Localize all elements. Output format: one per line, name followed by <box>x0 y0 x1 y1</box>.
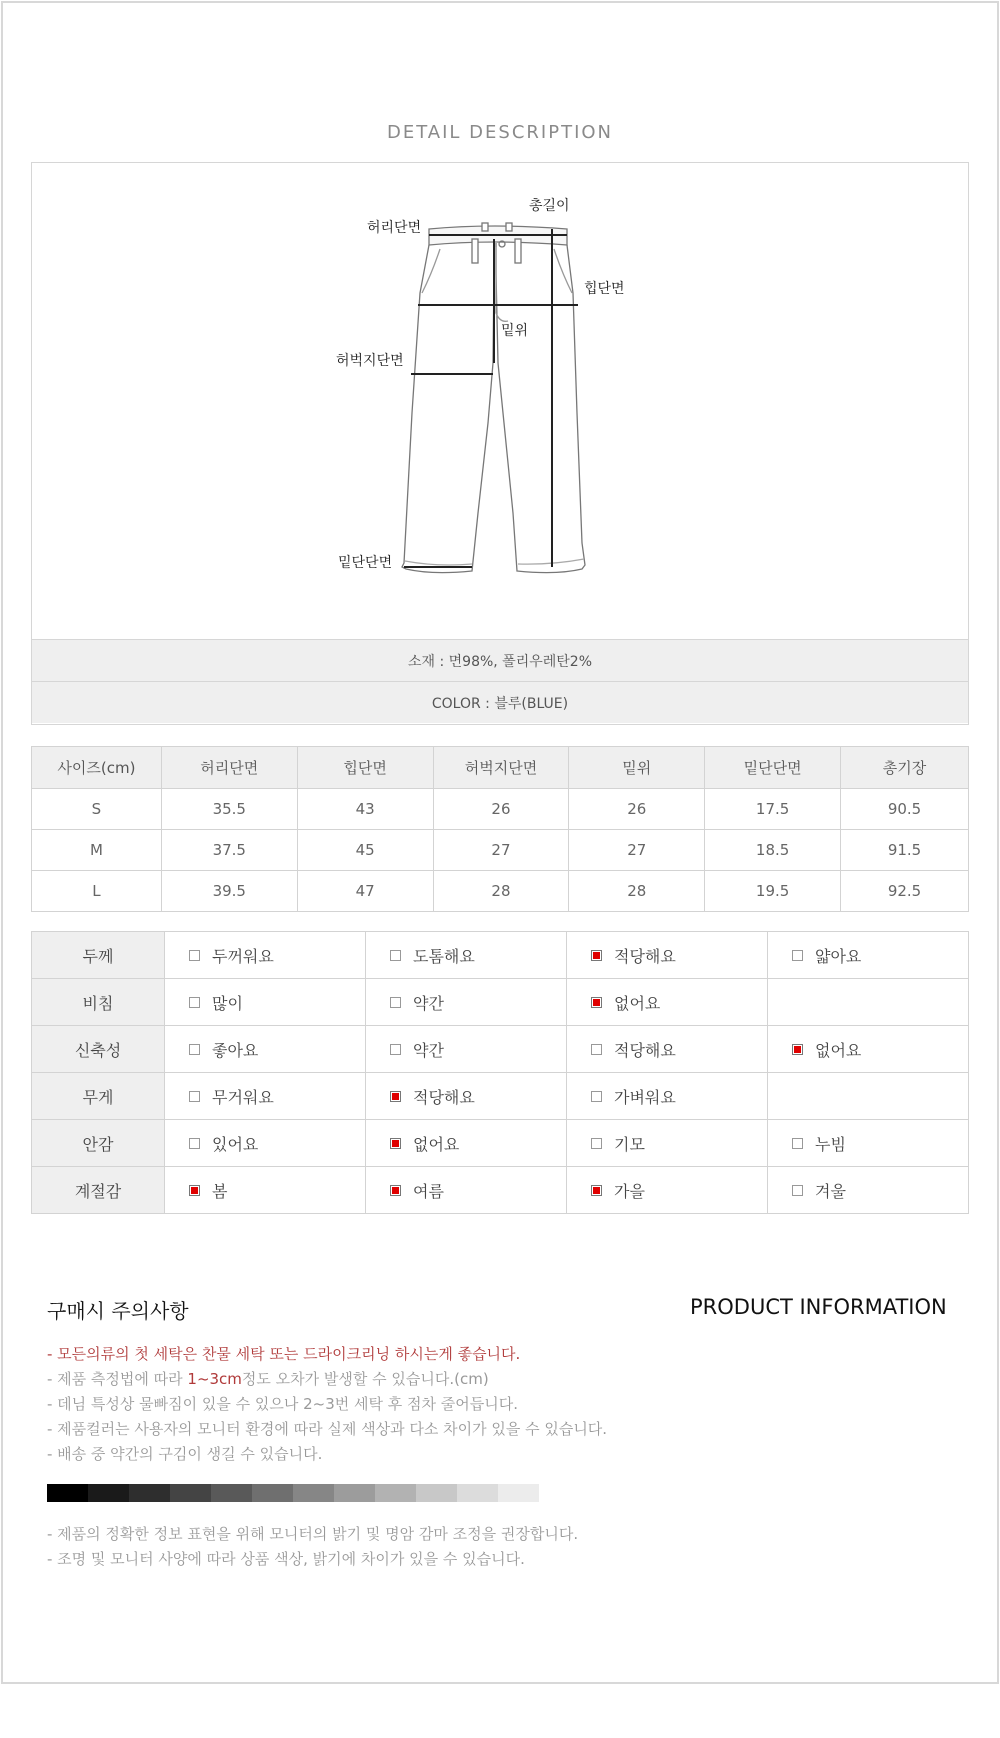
table-cell: M <box>32 830 162 871</box>
feature-option <box>366 1120 567 1167</box>
unchecked-box-icon <box>390 1044 401 1055</box>
section-title: DETAIL DESCRIPTION <box>386 122 614 143</box>
label-total-length: 총길이 <box>529 198 570 214</box>
checked-box-icon <box>390 1138 401 1149</box>
label-thigh: 허벅지단면 <box>336 353 404 369</box>
unchecked-box-icon <box>792 1185 803 1196</box>
feature-option-label: 좋아요 <box>212 1040 259 1060</box>
table-cell: 92.5 <box>841 871 969 912</box>
table-row <box>32 789 969 830</box>
feature-option <box>768 1120 969 1167</box>
table-cell: 17.5 <box>705 789 841 830</box>
feature-name: 두께 <box>32 932 165 979</box>
unchecked-box-icon <box>591 1091 602 1102</box>
table-cell: 26 <box>569 789 705 830</box>
unchecked-box-icon <box>390 997 401 1008</box>
measurement-lines <box>404 229 578 567</box>
feature-row <box>32 1073 969 1120</box>
table-cell: 90.5 <box>841 789 969 830</box>
unchecked-box-icon <box>591 1044 602 1055</box>
label-waist: 허리단면 <box>367 220 422 236</box>
feature-option <box>165 979 366 1026</box>
feature-option <box>165 932 366 979</box>
table-cell: 39.5 <box>161 871 297 912</box>
feature-option <box>768 979 969 1026</box>
notice-line: - 배송 중 약간의 구김이 생길 수 있습니다. <box>47 1445 323 1463</box>
feature-row <box>32 1167 969 1214</box>
feature-option-label: 두꺼워요 <box>212 946 274 966</box>
table-cell: 47 <box>297 871 433 912</box>
header-thigh: 허벅지단면 <box>433 747 569 789</box>
feature-option-label: 약간 <box>413 993 444 1013</box>
feature-option <box>366 1167 567 1214</box>
feature-name: 안감 <box>32 1120 165 1167</box>
gray-swatch <box>170 1484 211 1502</box>
feature-name: 무게 <box>32 1073 165 1120</box>
feature-option <box>567 1026 768 1073</box>
checked-box-icon <box>591 1185 602 1196</box>
table-cell: 91.5 <box>841 830 969 871</box>
feature-option-label: 가벼워요 <box>614 1087 676 1107</box>
feature-option <box>366 1073 567 1120</box>
feature-name: 신축성 <box>32 1026 165 1073</box>
checked-box-icon <box>792 1044 803 1055</box>
feature-option-label: 적당해요 <box>614 946 676 966</box>
table-cell: L <box>32 871 162 912</box>
feature-option <box>567 932 768 979</box>
table-cell: 28 <box>569 871 705 912</box>
header-waist: 허리단면 <box>161 747 297 789</box>
product-information-title: PRODUCT INFORMATION <box>690 1295 947 1319</box>
feature-row <box>32 1026 969 1073</box>
header-rise: 밑위 <box>569 747 705 789</box>
checked-box-icon <box>390 1091 401 1102</box>
table-cell: 19.5 <box>705 871 841 912</box>
feature-option-label: 있어요 <box>212 1134 259 1154</box>
feature-option <box>567 1120 768 1167</box>
gray-swatch <box>457 1484 498 1502</box>
feature-option-label: 봄 <box>212 1181 228 1201</box>
pants-diagram <box>32 163 968 639</box>
notice-line <box>47 1367 607 1392</box>
gray-swatch <box>334 1484 375 1502</box>
feature-option <box>768 1073 969 1120</box>
notice-line: - 데님 특성상 물빠짐이 있을 수 있으나 2~3번 세탁 후 점차 줄어듭니다. <box>47 1395 519 1413</box>
gray-swatch <box>252 1484 293 1502</box>
feature-option-label: 적당해요 <box>614 1040 676 1060</box>
notice-line: - 조명 및 모니터 사양에 따라 상품 색상, 밝기에 차이가 있을 수 있습니다. <box>47 1550 525 1568</box>
label-hip: 힙단면 <box>584 281 625 297</box>
header-hip: 힙단면 <box>297 747 433 789</box>
unchecked-box-icon <box>189 997 200 1008</box>
feature-option <box>768 1167 969 1214</box>
feature-option <box>165 1120 366 1167</box>
feature-option <box>165 1167 366 1214</box>
unchecked-box-icon <box>189 1044 200 1055</box>
table-cell: 27 <box>433 830 569 871</box>
feature-option <box>366 932 567 979</box>
table-cell: S <box>32 789 162 830</box>
table-cell: 26 <box>433 789 569 830</box>
feature-option-label: 없어요 <box>815 1040 862 1060</box>
table-row <box>32 871 969 912</box>
notice-line: - 모든의류의 첫 세탁은 찬물 세탁 또는 드라이크리닝 하시는게 좋습니다. <box>47 1345 521 1363</box>
feature-option-label: 적당해요 <box>413 1087 475 1107</box>
table-cell: 28 <box>433 871 569 912</box>
feature-option <box>366 1026 567 1073</box>
feature-name: 계절감 <box>32 1167 165 1214</box>
label-hem: 밑단단면 <box>338 555 393 571</box>
material-info: 소재 : 면98%, 폴리우레탄2% <box>32 639 968 681</box>
feature-option <box>567 979 768 1026</box>
feature-option-label: 얇아요 <box>815 946 862 966</box>
header-total-length: 총기장 <box>841 747 969 789</box>
gray-swatch <box>375 1484 416 1502</box>
size-table <box>31 746 969 912</box>
table-cell: 18.5 <box>705 830 841 871</box>
notice-text: 정도 오차가 발생할 수 있습니다.(cm) <box>241 1370 489 1388</box>
feature-option-label: 도톰해요 <box>413 946 475 966</box>
feature-option-label: 누빔 <box>815 1134 846 1154</box>
feature-option <box>768 932 969 979</box>
table-cell: 45 <box>297 830 433 871</box>
size-diagram-box <box>31 162 969 725</box>
unchecked-box-icon <box>591 1138 602 1149</box>
notice-text: - 제품 측정법에 따라 <box>47 1370 188 1388</box>
feature-option-label: 여름 <box>413 1181 444 1201</box>
label-rise: 밑위 <box>501 323 529 339</box>
feature-option <box>366 979 567 1026</box>
feature-option-label: 겨울 <box>815 1181 846 1201</box>
feature-option-label: 가을 <box>614 1181 645 1201</box>
feature-option <box>768 1026 969 1073</box>
notice-title: 구매시 주의사항 <box>47 1299 189 1323</box>
table-cell: 43 <box>297 789 433 830</box>
feature-option-label: 없어요 <box>614 993 661 1013</box>
feature-option-label: 많이 <box>212 993 243 1013</box>
monitor-notice-list <box>47 1522 578 1572</box>
feature-option-label: 약간 <box>413 1040 444 1060</box>
gray-swatch <box>211 1484 252 1502</box>
feature-option <box>567 1167 768 1214</box>
gray-swatch <box>416 1484 457 1502</box>
checked-box-icon <box>189 1185 200 1196</box>
color-info: COLOR : 블루(BLUE) <box>32 681 968 723</box>
feature-option <box>165 1073 366 1120</box>
table-cell: 35.5 <box>161 789 297 830</box>
feature-option-label: 없어요 <box>413 1134 460 1154</box>
unchecked-box-icon <box>390 950 401 961</box>
unchecked-box-icon <box>189 950 200 961</box>
unchecked-box-icon <box>189 1138 200 1149</box>
feature-option <box>567 1073 768 1120</box>
checked-box-icon <box>591 997 602 1008</box>
table-cell: 37.5 <box>161 830 297 871</box>
gray-swatch <box>129 1484 170 1502</box>
gray-swatch <box>88 1484 129 1502</box>
checked-box-icon <box>591 950 602 961</box>
size-table-header <box>32 747 969 789</box>
header-size: 사이즈(cm) <box>32 747 162 789</box>
unchecked-box-icon <box>792 1138 803 1149</box>
notice-line: - 제품컬러는 사용자의 모니터 환경에 따라 실제 색상과 다소 차이가 있을 수 있습니다. <box>47 1420 608 1438</box>
feature-option-label: 기모 <box>614 1134 645 1154</box>
feature-row <box>32 932 969 979</box>
notice-line: - 제품의 정확한 정보 표현을 위해 모니터의 밝기 및 명암 감마 조정을 권장합니다. <box>47 1525 579 1543</box>
feature-row <box>32 1120 969 1167</box>
unchecked-box-icon <box>189 1091 200 1102</box>
feature-name: 비침 <box>32 979 165 1026</box>
gray-swatch <box>293 1484 334 1502</box>
feature-option-label: 무거워요 <box>212 1087 274 1107</box>
feature-row <box>32 979 969 1026</box>
checked-box-icon <box>390 1185 401 1196</box>
table-cell: 27 <box>569 830 705 871</box>
gray-swatch <box>498 1484 539 1502</box>
notice-list <box>47 1342 607 1467</box>
unchecked-box-icon <box>792 950 803 961</box>
table-row <box>32 830 969 871</box>
header-hem: 밑단단면 <box>705 747 841 789</box>
gray-swatch <box>47 1484 88 1502</box>
feature-table <box>31 931 969 1214</box>
notice-highlight: 1~3cm <box>187 1370 242 1388</box>
feature-option <box>165 1026 366 1073</box>
grayscale-swatches <box>47 1484 539 1502</box>
